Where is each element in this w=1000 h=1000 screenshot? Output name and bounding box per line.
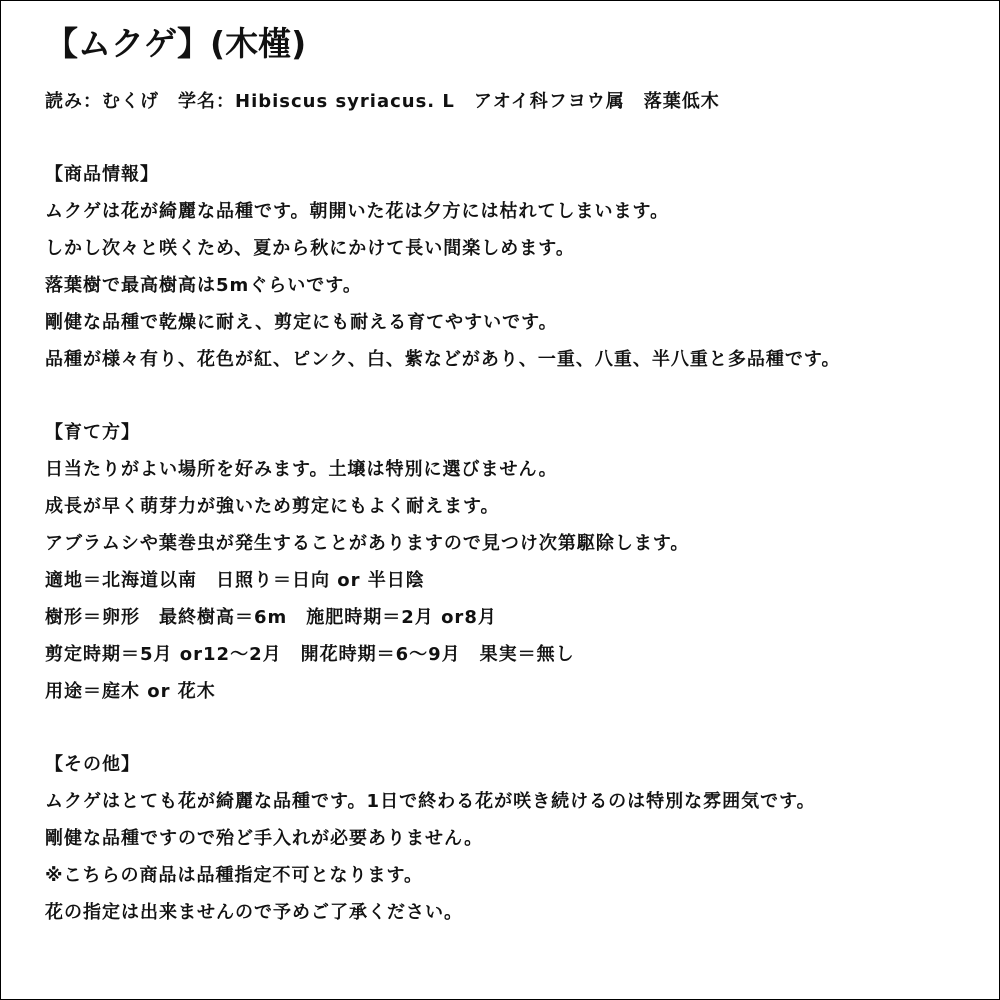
text-line: 成長が早く萌芽力が強いため剪定にもよく耐えます。 — [45, 496, 500, 517]
text-line: 剛健な品種で乾燥に耐え、剪定にも耐える育てやすいです。 — [45, 312, 558, 333]
text-line: ムクゲは花が綺麗な品種です。朝開いた花は夕方には枯れてしまいます。 — [45, 201, 670, 222]
section-how-to-grow — [45, 414, 975, 710]
spacer — [45, 378, 975, 414]
spacer — [45, 120, 975, 156]
text-line: 用途＝庭木 or 花木 — [45, 681, 216, 702]
text-line: 剛健な品種ですので殆ど手入れが必要ありません。 — [45, 828, 484, 849]
text-line: 樹形＝卵形 最終樹高＝6m 施肥時期＝2月 or8月 — [45, 607, 497, 628]
text-line: 適地＝北海道以南 日照り＝日向 or 半日陰 — [45, 570, 425, 591]
text-line: ムクゲはとても花が綺麗な品種です。1日で終わる花が咲き続けるのは特別な雰囲気です。 — [45, 791, 816, 812]
spacer — [45, 710, 975, 746]
text-line: しかし次々と咲くため、夏から秋にかけて長い間楽しめます。 — [45, 238, 575, 259]
text-line: 落葉樹で最高樹高は5mぐらいです。 — [45, 275, 362, 296]
section-other — [45, 746, 975, 931]
text-line: 花の指定は出来ませんので予めご了承ください。 — [45, 902, 463, 923]
text-line: 剪定時期＝5月 or12～2月 開花時期＝6～9月 果実＝無し — [45, 644, 575, 665]
section-heading: 【育て方】 — [45, 422, 140, 443]
text-line: 日当たりがよい場所を好みます。土壌は特別に選びません。 — [45, 459, 558, 480]
section-heading: 【その他】 — [45, 754, 140, 775]
text-line: ※こちらの商品は品種指定不可となります。 — [45, 865, 424, 886]
section-product-info — [45, 156, 975, 378]
description-content — [45, 19, 975, 931]
section-heading: 【商品情報】 — [45, 164, 159, 185]
text-line: 品種が様々有り、花色が紅、ピンク、白、紫などがあり、一重、八重、半八重と多品種です。 — [45, 349, 841, 370]
text-line: アブラムシや葉巻虫が発生することがありますので見つけ次第駆除します。 — [45, 533, 690, 554]
page-title: 【ムクゲ】(木槿) — [45, 24, 307, 63]
reading-and-scientific-name: 読み：むくげ 学名：Hibiscus syriacus. L アオイ科フヨウ属 落葉低木 — [45, 91, 720, 112]
